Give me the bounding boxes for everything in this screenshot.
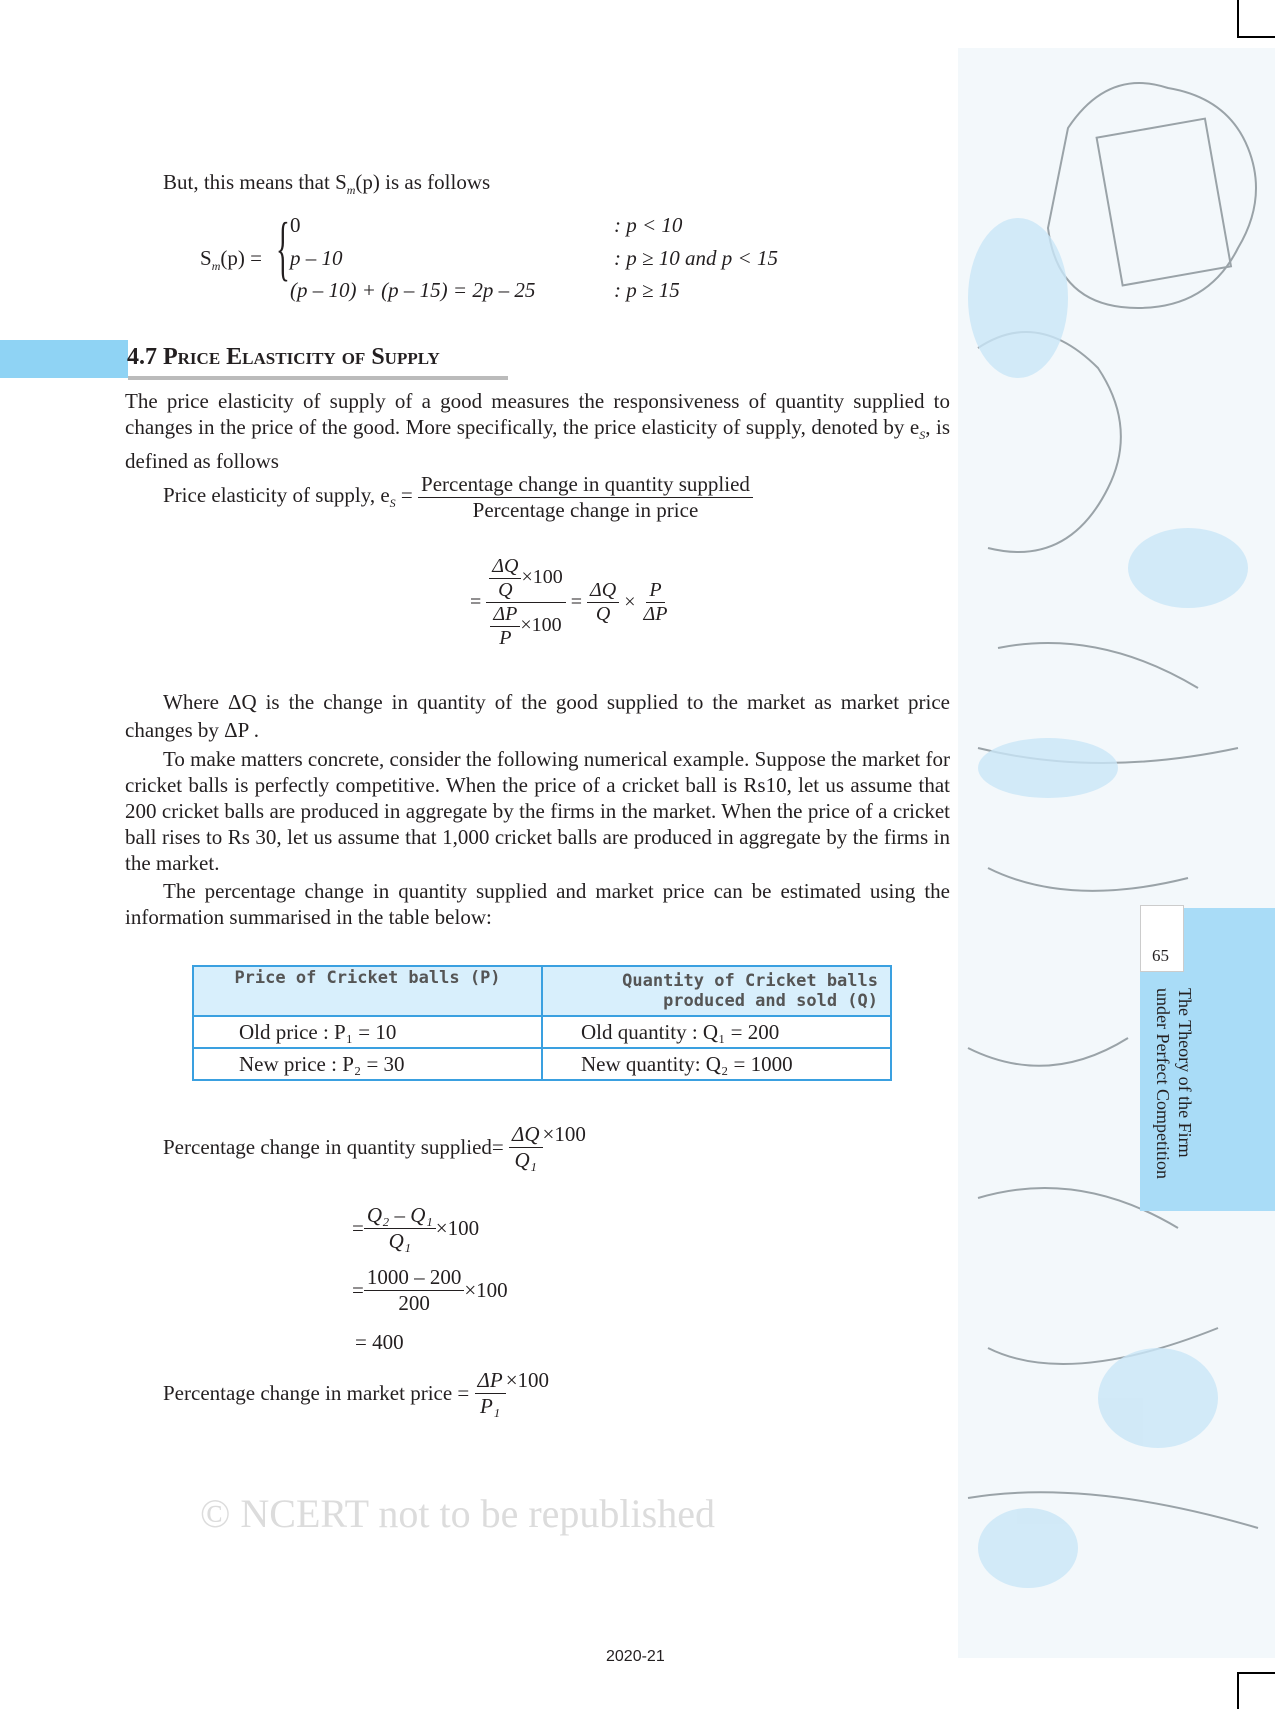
table-header: Quantity of Cricket balls produced and sold (Q) [542, 966, 891, 1016]
chapter-title-line1: The Theory of the Firm [1175, 988, 1195, 1158]
pct-change-quantity: Percentage change in quantity supplied= $\frac{\Delta Q}{\text{Q₁}}$ ×100 [163, 1122, 586, 1172]
calc-step-2: = $\frac{1000 - 200}{200}$ ×100 [352, 1265, 508, 1315]
page-number: 65 [1152, 946, 1169, 965]
paragraph-table-intro: The percentage change in quantity supplied and market price can be estimated using the information summarised in the table below: [125, 879, 950, 929]
paragraph-definition: The price elasticity of supply of a good measures the responsiveness of quantity supplied to changes in the price of the good. More specifically, the price elasticity of supply, denoted by $e_S$, is defined as follows [125, 389, 950, 474]
chapter-title-line2: under Perfect Competition [1153, 988, 1173, 1179]
table-header: Price of Cricket balls (P) [193, 966, 542, 1016]
brace: { [276, 208, 290, 288]
crop-mark [1237, 36, 1275, 38]
calc-step-1: = $\frac{\text{Q₂ – Q₁}}{\text{Q₁}}$ ×100 [352, 1203, 480, 1253]
crop-mark [1237, 1672, 1239, 1709]
textbook-page: The Theory of the Firm under Perfect Competition 65 But, this means that $S_m(p)$ is as follows $S_m(p)$ = { 0 p – 10 (p – 10) + (p – 15) = 2p – 25 : p < 10 : p ≥ 10 and p < 15 : p ≥ 15 4.7 Price Elasticity of Supply The price elasticity of supply of a good measures the responsiveness of quantity supplied to changes in the price of the good. More specifically, the price elasticity of supply, denoted by $e_S$, is defined as follows Price elasticity of supply, $e_S$ = $\frac{\text{Percentage change in quantity supplied}}{\text{Percentage change in price}}$ = $\frac{\Delta Q}{Q}$ ×100 $\frac{\Delta P}{P}$ ×100 = $\frac{\Delta Q}{Q}$ × $\frac{P}{\Delta P}$ Where ΔQ is the change in quantity of the good supplied to the market as market price changes by ΔP . To make matters concrete, consider the following numerical example. Suppose the market for cricket balls is perfectly competitive. When the price of a cricket ball is Rs10, let us assume that 200 cricket balls are produced in aggregate by the firms in the market. When the price of a cricket ball rises to Rs 30, let us assume that 1,000 cricket balls are produced in aggregate by the firms in the market. The percentage change in quantity supplied and market price can be estimated using the information summarised in the table below: Price of Cricket balls (P) Quantity of Cricket balls produced and sold (Q) Old price : P₁ = 10 Old quantity : Q₁ = 200 New price : P₂ = 30 New quantity: Q₂ = 1000 Percentage change in quantity supplied= $\frac{\Delta Q}{\text{Q₁}}$ ×100 = $\frac{\text{Q₂ – Q₁}}{\text{Q₁}}$ ×100 = $\frac{1000 - 200}{200}$ ×100 = 400 Percentage change in market price = $\frac{\Delta P}{\text{P₁}}$ ×100 © NCERT not to be republished 2020-21 [0, 0, 1275, 1709]
footer-year: 2020-21 [606, 1648, 665, 1665]
heading-band [0, 340, 128, 378]
calc-result: = 400 [355, 1330, 404, 1354]
paragraph-example: To make matters concrete, consider the following numerical example. Suppose the market for cricket balls is perfectly competitive. When the price of a cricket ball is Rs10, let us assume that 200 cricket balls are produced in aggregate by the firms in the market. When the price of a cricket ball rises to Rs 30, let us assume that 1,000 cricket balls are produced in aggregate by the firms in the market. [125, 747, 950, 875]
cricket-ball-table [192, 965, 892, 1081]
intro-text: But, this means that $S_m(p)$ is as follows [163, 170, 491, 198]
watermark: © NCERT not to be republished [200, 1491, 715, 1536]
sketch-illustration [958, 48, 1275, 1658]
section-heading: 4.7 Price Elasticity of Supply [127, 344, 440, 370]
crop-mark [1237, 1672, 1275, 1674]
paragraph-where: Where ΔQ is the change in quantity of the good supplied to the market as market price changes by ΔP . [125, 690, 950, 742]
crop-mark [1237, 0, 1239, 38]
heading-underline [128, 376, 508, 380]
sidebar-illustration [958, 48, 1275, 1658]
pct-change-price: Percentage change in market price = $\frac{\Delta P}{\text{P₁}}$ ×100 [163, 1368, 550, 1418]
elasticity-formula: = $\frac{\Delta Q}{Q}$ ×100 $\frac{\Delta P}{P}$ ×100 = $\frac{\Delta Q}{Q}$ × $\frac{P}{\Delta P}$ [470, 555, 668, 649]
page-number-box [1140, 905, 1184, 972]
table-row: New price : P₂ = 30 New quantity: Q₂ = 1000 [193, 1048, 891, 1080]
table-row: Old price : P₁ = 10 Old quantity : Q₁ = 200 [193, 1016, 891, 1048]
elasticity-definition: Price elasticity of supply, $e_S$ = $\frac{\text{Percentage change in quantity supplied}}{\text{Percentage change in price}}$ [163, 472, 753, 523]
